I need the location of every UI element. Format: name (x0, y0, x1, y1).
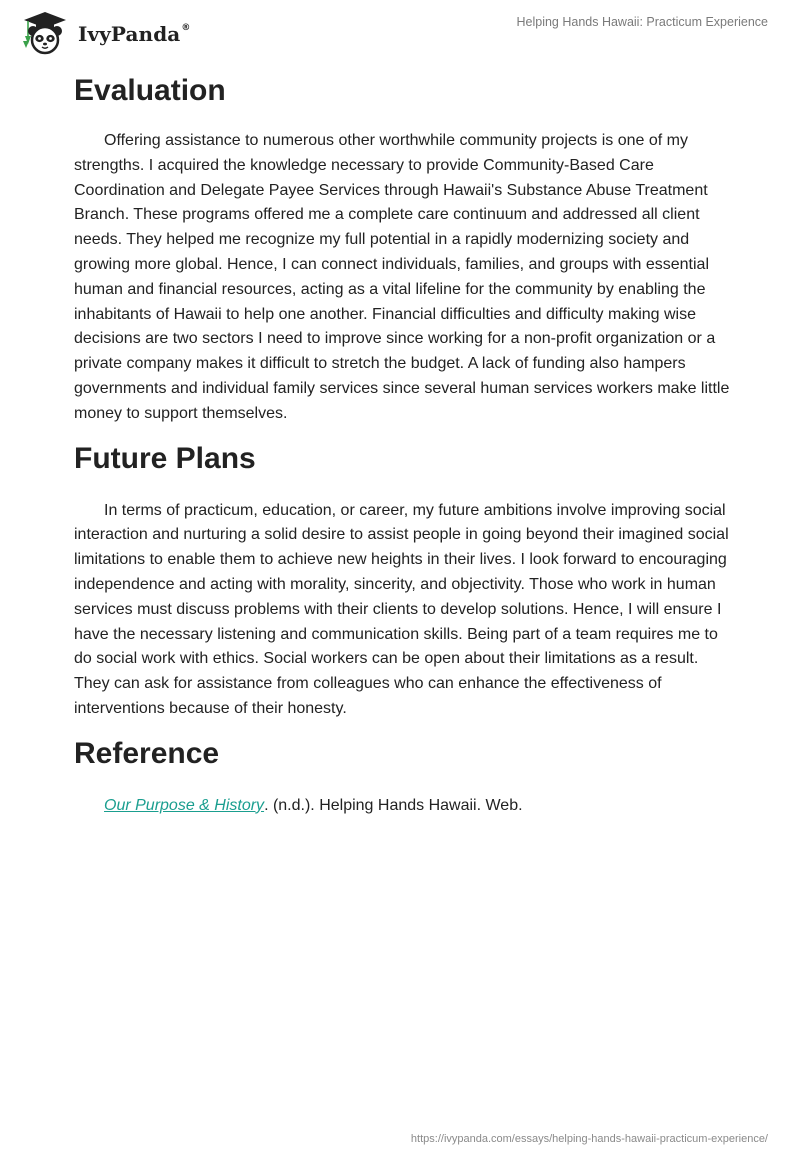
document-title: Helping Hands Hawaii: Practicum Experience (516, 15, 768, 29)
registered-mark: ® (181, 23, 191, 33)
page-header (0, 0, 800, 60)
heading-evaluation: Evaluation (74, 74, 226, 107)
panda-graduate-icon (14, 10, 76, 56)
reference-link[interactable]: Our Purpose & History (104, 796, 265, 814)
brand-name: IvyPanda® (78, 22, 191, 46)
ivypanda-logo[interactable] (14, 10, 190, 56)
paragraph-evaluation: Offering assistance to numerous other worthwhile community projects is one of my strengths. I acquired the knowledge necessary to provide Community-Based Care Coordination and Delegate Payee Services through Hawaii's Substance Abuse Treatment Branch. These programs offered me a complete care continuum and addressed all client needs. They helped me recognize my full potential in a rapidly modernizing society and growing more global. Hence, I can connect individuals, families, and groups with essential human and financial resources, acting as a vital lifeline for the community by enabling the inhabitants of Hawaii to help one another. Financial difficulties and difficulty making wise decisions are two sectors I need to improve since working for a non-profit organization or a private company makes it difficult to stretch the budget. A lack of funding also hampers governments and individual family services since several human services workers make little money to support themselves. (74, 132, 730, 422)
reference-citation (74, 794, 734, 818)
essay-content (74, 74, 734, 818)
paragraph-future-plans: In terms of practicum, education, or career, my future ambitions involve improving social interaction and nurturing a solid desire to assist people in going beyond their imagined social limitations to enable them to achieve new heights in their lives. I look forward to encouraging independence and acting with morality, sincerity, and objectivity. Those who work in human services must discuss problems with their clients to develop solutions. Hence, I will ensure I have the necessary listening and communication skills. Being part of a team requires me to do social work with ethics. Social workers can be open about their limitations as a result. They can ask for assistance from colleagues who can enhance the effectiveness of interventions because of their honesty. (74, 501, 729, 717)
footer-url[interactable]: https://ivypanda.com/essays/helping-hands-hawaii-practicum-experience/ (410, 1133, 768, 1145)
heading-reference: Reference (74, 736, 220, 770)
reference-citation-rest: . (n.d.). Helping Hands Hawaii. Web. (264, 796, 523, 814)
heading-future-plans: Future Plans (74, 441, 256, 475)
